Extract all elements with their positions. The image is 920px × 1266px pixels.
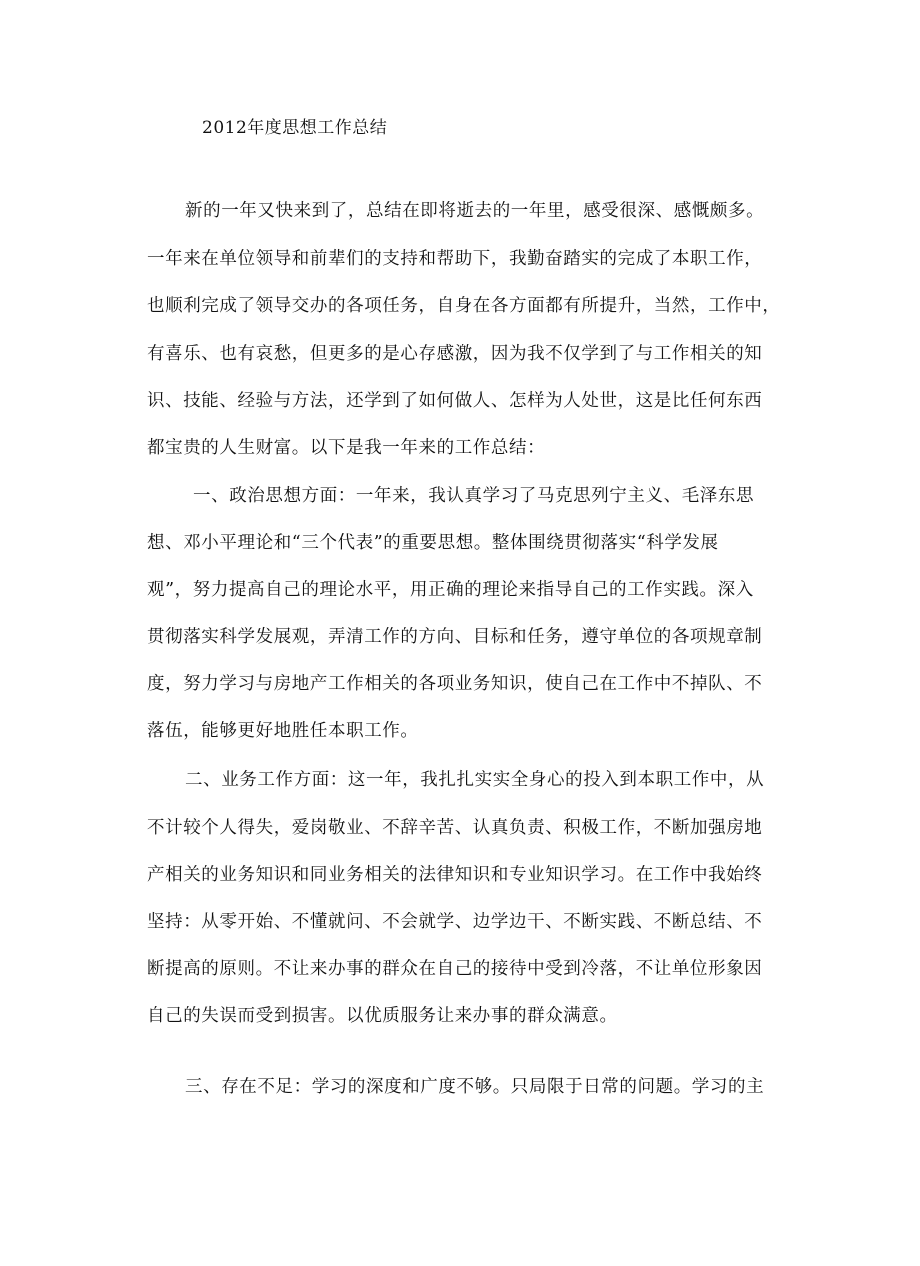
section1-line-1: 一、政治思想方面：一年来，我认真学习了马克思列宁主义、毛泽东思	[193, 486, 755, 506]
document-title: 2012年度思想工作总结	[202, 118, 388, 138]
section2-line-5: 断提高的原则。不让来办事的群众在自己的接待中受到冷落，不让单位形象因	[147, 959, 763, 979]
intro-line-5: 识、技能、经验与方法，还学到了如何做人、怎样为人处世，这是比任何东西	[147, 391, 763, 411]
section1-line-5: 度，努力学习与房地产工作相关的各项业务知识，使自己在工作中不掉队、不	[147, 674, 763, 694]
intro-line-4: 有喜乐、也有哀愁，但更多的是心存感激，因为我不仅学到了与工作相关的知	[147, 344, 763, 364]
section3-line-1: 三、存在不足：学习的深度和广度不够。只局限于日常的问题。学习的主	[185, 1077, 765, 1097]
section2-line-6: 自己的失误而受到损害。以优质服务让来办事的群众满意。	[147, 1006, 618, 1026]
section2-line-3: 产相关的业务知识和同业务相关的法律知识和专业知识学习。在工作中我始终	[147, 865, 763, 885]
section1-line-6: 落伍，能够更好地胜任本职工作。	[147, 721, 419, 741]
intro-line-1: 新的一年又快来到了，总结在即将逝去的一年里，感受很深、感慨颇多。	[185, 201, 765, 221]
intro-line-2: 一年来在单位领导和前辈们的支持和帮助下，我勤奋踏实的完成了本职工作，	[147, 249, 763, 269]
section1-line-3: 观”，努力提高自己的理论水平，用正确的理论来指导自己的工作实践。深入	[147, 580, 754, 600]
section2-line-2: 不计较个人得失，爱岗敬业、不辞辛苦、认真负责、积极工作，不断加强房地	[147, 818, 763, 838]
intro-line-3: 也顺利完成了领导交办的各项任务，自身在各方面都有所提升，当然，工作中，	[147, 296, 781, 316]
section2-line-4: 坚持：从零开始、不懂就问、不会就学、边学边干、不断实践、不断总结、不	[147, 912, 763, 932]
section2-line-1: 二、业务工作方面：这一年，我扎扎实实全身心的投入到本职工作中，从	[185, 770, 765, 790]
section1-line-4: 贯彻落实科学发展观，弄清工作的方向、目标和任务，遵守单位的各项规章制	[147, 627, 763, 647]
section1-line-2: 想、邓小平理论和“三个代表”的重要思想。整体围绕贯彻落实“科学发展	[147, 533, 719, 553]
intro-line-6: 都宝贵的人生财富。以下是我一年来的工作总结：	[147, 438, 546, 458]
